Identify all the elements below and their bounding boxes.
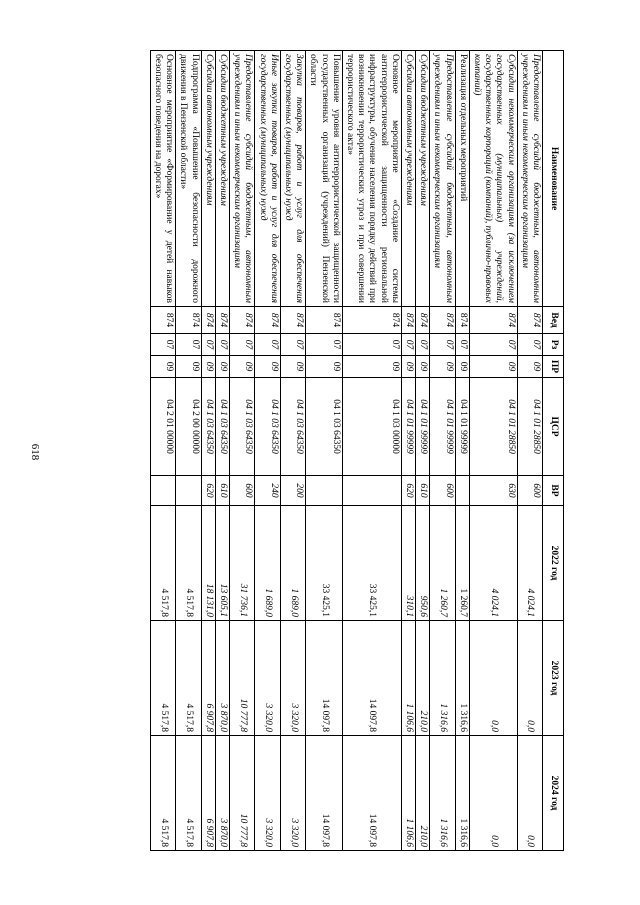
cell-rz: 07 <box>306 334 343 356</box>
cell-y2023: 10 777,8 <box>229 621 254 736</box>
cell-csr: 04 1 01 99999 <box>430 378 455 476</box>
cell-y2024: 0,0 <box>469 736 517 851</box>
cell-name: Предоставление субсидий бюджетным, автономным учреждениям и иным некоммерческим организациям <box>229 51 254 307</box>
cell-y2024: 3 320,0 <box>280 736 305 851</box>
cell-csr: 04 1 03 64350 <box>306 378 343 476</box>
cell-rz: 07 <box>430 334 455 356</box>
cell-name: Предоставление субсидий бюджетным, автономным учреждениям и иным некоммерческим организациям <box>430 51 455 307</box>
cell-ved: 874 <box>342 307 401 334</box>
cell-y2024: 6 907,8 <box>201 736 215 851</box>
cell-vr <box>176 476 201 506</box>
cell-csr: 04 1 01 28850 <box>517 378 542 476</box>
header-csr: ЦСР <box>543 378 564 476</box>
cell-y2024: 14 097,8 <box>306 736 343 851</box>
table-row <box>401 51 415 851</box>
cell-pr: 09 <box>517 356 542 378</box>
cell-y2023: 4 517,8 <box>176 621 201 736</box>
cell-y2023: 1 106,6 <box>401 621 415 736</box>
cell-y2022: 4 517,8 <box>176 506 201 621</box>
cell-y2024: 210,0 <box>415 736 429 851</box>
cell-pr: 09 <box>255 356 280 378</box>
table-row <box>517 51 542 851</box>
cell-y2023: 1 316,6 <box>455 621 469 736</box>
cell-y2022: 310,1 <box>401 506 415 621</box>
cell-ved: 874 <box>215 307 229 334</box>
cell-pr: 09 <box>150 356 175 378</box>
header-2022: 2022 год <box>543 506 564 621</box>
cell-y2022: 33 425,1 <box>342 506 401 621</box>
cell-vr <box>455 476 469 506</box>
cell-y2024: 1 316,6 <box>455 736 469 851</box>
header-vr: ВР <box>543 476 564 506</box>
cell-name: Повышение уровня антитеррористической защищенности государственных организаций (учреждений) Пензенской области <box>306 51 343 307</box>
cell-csr: 04 1 03 64350 <box>201 378 215 476</box>
cell-vr: 610 <box>415 476 429 506</box>
cell-csr: 04 1 03 00000 <box>342 378 401 476</box>
cell-rz: 07 <box>469 334 517 356</box>
cell-y2023: 3 320,0 <box>255 621 280 736</box>
cell-rz: 07 <box>255 334 280 356</box>
cell-vr: 240 <box>255 476 280 506</box>
table-row <box>215 51 229 851</box>
table-row <box>280 51 305 851</box>
cell-y2022: 4 517,8 <box>150 506 175 621</box>
cell-y2024: 3 320,0 <box>255 736 280 851</box>
cell-name: Основное мероприятие «Формирование у детей навыков безопасного поведения на дорогах» <box>150 51 175 307</box>
cell-rz: 07 <box>280 334 305 356</box>
budget-table <box>150 50 564 851</box>
cell-name: Реализация отдельных мероприятий <box>455 51 469 307</box>
cell-y2022: 1 689,0 <box>255 506 280 621</box>
cell-pr: 09 <box>430 356 455 378</box>
cell-rz: 07 <box>342 334 401 356</box>
cell-vr: 600 <box>430 476 455 506</box>
cell-vr: 600 <box>517 476 542 506</box>
cell-rz: 07 <box>401 334 415 356</box>
table-row <box>455 51 469 851</box>
cell-y2023: 14 097,8 <box>306 621 343 736</box>
cell-y2024: 10 777,8 <box>229 736 254 851</box>
header-2023: 2023 год <box>543 621 564 736</box>
table-row <box>430 51 455 851</box>
table-row <box>201 51 215 851</box>
cell-y2022: 18 131,0 <box>201 506 215 621</box>
table-row <box>229 51 254 851</box>
cell-csr: 04 1 03 64350 <box>229 378 254 476</box>
table-row <box>342 51 401 851</box>
cell-name: Субсидии автономным учреждениям <box>201 51 215 307</box>
cell-csr: 04 1 01 28850 <box>469 378 517 476</box>
cell-ved: 874 <box>455 307 469 334</box>
cell-ved: 874 <box>415 307 429 334</box>
cell-pr: 09 <box>469 356 517 378</box>
cell-name: Субсидии бюджетным учреждениям <box>415 51 429 307</box>
cell-rz: 07 <box>455 334 469 356</box>
cell-y2022: 950,6 <box>415 506 429 621</box>
cell-rz: 07 <box>215 334 229 356</box>
cell-y2022: 4 024,1 <box>517 506 542 621</box>
cell-ved: 874 <box>430 307 455 334</box>
cell-ved: 874 <box>201 307 215 334</box>
cell-ved: 874 <box>150 307 175 334</box>
cell-pr: 09 <box>306 356 343 378</box>
cell-y2024: 3 870,0 <box>215 736 229 851</box>
table-row <box>415 51 429 851</box>
cell-ved: 874 <box>517 307 542 334</box>
cell-pr: 09 <box>280 356 305 378</box>
cell-ved: 874 <box>280 307 305 334</box>
cell-vr <box>342 476 401 506</box>
cell-name: Субсидии некоммерческим организациям (за исключением государственных (муниципальных) учреждений, государственных корпораций (компаний), публично-правовых компаний) <box>469 51 517 307</box>
rotated-budget-table-wrapper <box>76 50 564 850</box>
cell-csr: 04 1 03 64350 <box>215 378 229 476</box>
cell-ved: 874 <box>469 307 517 334</box>
cell-pr: 09 <box>401 356 415 378</box>
cell-y2023: 1 316,6 <box>430 621 455 736</box>
table-body <box>150 51 542 851</box>
cell-pr: 09 <box>229 356 254 378</box>
cell-name: Предоставление субсидий бюджетным, автономным учреждениям и иным некоммерческим организациям <box>517 51 542 307</box>
cell-name: Иные закупки товаров, работ и услуг для обеспечения государственных (муниципальных) нужд <box>255 51 280 307</box>
cell-y2023: 0,0 <box>517 621 542 736</box>
cell-rz: 07 <box>517 334 542 356</box>
cell-y2023: 14 097,8 <box>342 621 401 736</box>
header-2024: 2024 год <box>543 736 564 851</box>
cell-pr: 09 <box>342 356 401 378</box>
cell-pr: 09 <box>215 356 229 378</box>
cell-rz: 07 <box>150 334 175 356</box>
cell-y2023: 210,0 <box>415 621 429 736</box>
cell-y2022: 13 605,1 <box>215 506 229 621</box>
cell-y2022: 33 425,1 <box>306 506 343 621</box>
cell-rz: 07 <box>201 334 215 356</box>
cell-pr: 09 <box>455 356 469 378</box>
cell-csr: 04 1 03 64350 <box>255 378 280 476</box>
cell-ved: 874 <box>255 307 280 334</box>
cell-rz: 07 <box>415 334 429 356</box>
cell-ved: 874 <box>401 307 415 334</box>
table-row <box>469 51 517 851</box>
cell-y2022: 1 689,0 <box>280 506 305 621</box>
cell-vr: 630 <box>469 476 517 506</box>
cell-vr: 610 <box>215 476 229 506</box>
cell-name: Закупка товаров, работ и услуг для обеспечения государственных (муниципальных) нужд <box>280 51 305 307</box>
cell-y2024: 1 316,6 <box>430 736 455 851</box>
cell-name: Подпрограмма «Повышение безопасности дорожного движения в Пензенской области» <box>176 51 201 307</box>
cell-csr: 04 2 00 00000 <box>176 378 201 476</box>
cell-rz: 07 <box>176 334 201 356</box>
cell-pr: 09 <box>201 356 215 378</box>
cell-y2022: 31 736,1 <box>229 506 254 621</box>
header-pr: ПР <box>543 356 564 378</box>
cell-y2023: 0,0 <box>469 621 517 736</box>
cell-y2022: 1 260,7 <box>430 506 455 621</box>
cell-y2024: 0,0 <box>517 736 542 851</box>
cell-ved: 874 <box>229 307 254 334</box>
table-row <box>176 51 201 851</box>
header-rz: Рз <box>543 334 564 356</box>
cell-vr: 600 <box>229 476 254 506</box>
cell-pr: 09 <box>415 356 429 378</box>
cell-csr: 04 2 01 00000 <box>150 378 175 476</box>
cell-name: Основное мероприятие «Создание системы антитеррористической защищенности региональной инфраструктуры, обучение населения порядку действий при возникновении террористических угроз и при совершении террористического акта» <box>342 51 401 307</box>
cell-y2024: 14 097,8 <box>342 736 401 851</box>
cell-csr: 04 1 01 99999 <box>455 378 469 476</box>
cell-y2024: 4 517,8 <box>150 736 175 851</box>
cell-vr <box>306 476 343 506</box>
cell-csr: 04 1 03 64350 <box>280 378 305 476</box>
cell-y2023: 3 870,0 <box>215 621 229 736</box>
cell-y2022: 1 260,7 <box>455 506 469 621</box>
cell-vr: 620 <box>401 476 415 506</box>
table-header-row <box>543 51 564 851</box>
cell-name: Субсидии автономным учреждениям <box>401 51 415 307</box>
cell-y2023: 6 907,8 <box>201 621 215 736</box>
cell-y2023: 4 517,8 <box>150 621 175 736</box>
cell-y2023: 3 320,0 <box>280 621 305 736</box>
cell-name: Субсидии бюджетным учреждениям <box>215 51 229 307</box>
table-row <box>255 51 280 851</box>
table-row <box>150 51 175 851</box>
header-name: Наименование <box>543 51 564 307</box>
page-number: 618 <box>29 443 41 461</box>
cell-csr: 04 1 01 99999 <box>401 378 415 476</box>
cell-vr <box>150 476 175 506</box>
cell-vr: 620 <box>201 476 215 506</box>
table-row <box>306 51 343 851</box>
cell-ved: 874 <box>176 307 201 334</box>
cell-rz: 07 <box>229 334 254 356</box>
cell-y2022: 4 024,1 <box>469 506 517 621</box>
cell-vr: 200 <box>280 476 305 506</box>
cell-y2024: 4 517,8 <box>176 736 201 851</box>
header-ved: Вед <box>543 307 564 334</box>
cell-csr: 04 1 01 99999 <box>415 378 429 476</box>
cell-pr: 09 <box>176 356 201 378</box>
cell-ved: 874 <box>306 307 343 334</box>
cell-y2024: 1 106,6 <box>401 736 415 851</box>
